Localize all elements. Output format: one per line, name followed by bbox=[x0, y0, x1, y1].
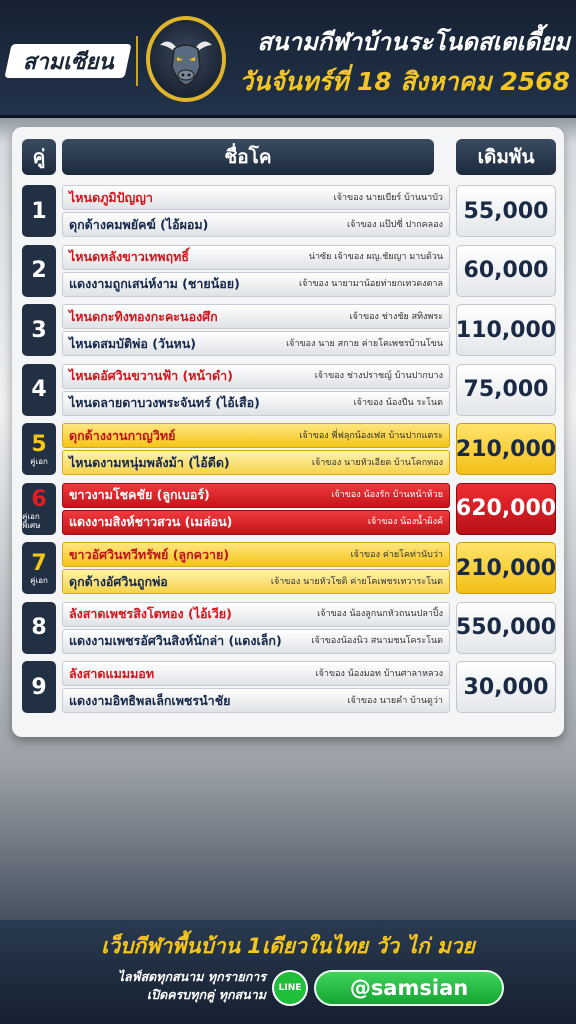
pair-rank-label: คู่เอกพิเศษ bbox=[22, 512, 41, 530]
bull-entry-bottom bbox=[62, 629, 450, 654]
owner-name: เจ้าของ นาย สกาย ค่ายโคเพชรบ้านโขน bbox=[286, 338, 443, 349]
bull-name: ไหนดงามหนุ่มพลังม้า (ไอ้ดีด) bbox=[69, 454, 230, 470]
header bbox=[0, 0, 576, 118]
pair-number-value: 7 bbox=[31, 551, 47, 576]
bull-entry-bottom bbox=[62, 569, 450, 594]
owner-name: เจ้าของ แป๊ปซี่ ปากคลอง bbox=[347, 219, 443, 230]
owner-name: เจ้าของ น้องลูกนกหัวถนนปลาปิ้ง bbox=[317, 609, 443, 619]
bull-name: ขาวอัศวินทวีทรัพย์ (ลูกควาย) bbox=[69, 546, 230, 562]
owner-name: เจ้าของน้องนิว สนามชนโคระโนด bbox=[311, 636, 443, 646]
bull-entry-bottom bbox=[62, 450, 450, 475]
bet-amount: 620,000 bbox=[456, 483, 556, 535]
bet-amount: 550,000 bbox=[456, 602, 556, 654]
bet-amount: 60,000 bbox=[456, 245, 556, 297]
owner-name: เจ้าของ น้องมอท บ้านศาลาหลวง bbox=[315, 668, 443, 679]
bull-name: ดุกด้างอัศวินถูกพ่อ bbox=[69, 573, 168, 589]
match-row bbox=[22, 423, 556, 475]
column-header-name: ชื่อโค bbox=[62, 139, 434, 175]
bull-entry-top bbox=[62, 542, 450, 567]
bull-name: ไหนดหลังขาวเทพฤทธิ์ bbox=[69, 249, 189, 264]
bull-entry-top bbox=[62, 364, 450, 389]
owner-name: เจ้าของ น้องน้ำผิงค์ bbox=[367, 517, 443, 527]
bull-name: แดงงามถูกเสน่ห์งาม (ชายน้อย) bbox=[69, 276, 240, 291]
bull-names bbox=[62, 483, 450, 535]
logo-divider bbox=[136, 36, 138, 86]
match-row bbox=[22, 483, 556, 535]
footer-slogan: เว็บกีฬาพื้นบ้าน 1เดียวในไทย วัว ไก่ มวย bbox=[101, 934, 475, 958]
pair-rank-label: คู่เอก bbox=[30, 457, 48, 466]
line-app-label: LINE bbox=[278, 983, 302, 993]
pair-number-value: 1 bbox=[31, 198, 47, 224]
brand-logo-text: สามเซียน bbox=[22, 49, 114, 75]
pair-number bbox=[22, 542, 56, 594]
pair-rank-label: คู่เอก bbox=[30, 576, 48, 585]
bull-name: แดงงามสิงห์ชาวสวน (เมล่อน) bbox=[69, 514, 233, 529]
bull-names bbox=[62, 304, 450, 356]
bull-entry-top bbox=[62, 423, 450, 448]
bull-entry-top bbox=[62, 602, 450, 627]
event-date: วันจันทร์ที่ 18 สิงหาคม 2568 bbox=[239, 67, 570, 96]
bull-entry-bottom bbox=[62, 688, 450, 713]
bull-entry-bottom bbox=[62, 391, 450, 416]
bull-entry-top bbox=[62, 245, 450, 270]
bull-names bbox=[62, 364, 450, 416]
match-row bbox=[22, 245, 556, 297]
pair-number-value: 5 bbox=[31, 432, 47, 457]
bull-entry-bottom bbox=[62, 331, 450, 356]
bull-names bbox=[62, 185, 450, 237]
line-handle-button[interactable] bbox=[314, 970, 504, 1006]
owner-name: เจ้าของ พี่ฟลุกน้องเฟส บ้านปากแตระ bbox=[299, 430, 443, 441]
pair-number bbox=[22, 423, 56, 475]
owner-name: เจ้าของ นายหัวเอียด บ้านโคกทอง bbox=[311, 457, 443, 468]
bull-name: ไหนดภูมิปัญญา bbox=[69, 189, 153, 205]
owner-name: เจ้าของ น้องรัก บ้านหน้าห้วย bbox=[331, 490, 443, 500]
bull-entry-bottom bbox=[62, 272, 450, 297]
bull-name: ดุกด้างงานกาญวิทย์ bbox=[69, 427, 176, 443]
column-header-pair: คู่ bbox=[22, 139, 56, 175]
match-row bbox=[22, 602, 556, 654]
pair-number bbox=[22, 185, 56, 237]
line-handle-text: @samsian bbox=[349, 976, 469, 1000]
footer bbox=[0, 920, 576, 1024]
owner-name: น่าซัย เจ้าของ ผญ.ชัยญา มาบด้วน bbox=[308, 252, 443, 262]
owner-name: เจ้าของ ค่ายโคท่านับว่า bbox=[350, 549, 443, 560]
pair-number bbox=[22, 602, 56, 654]
owner-name: เจ้าของ ช่างปราชญ์ บ้านปากบาง bbox=[314, 371, 443, 381]
live-info-line-2: เปิดครบทุกคู่ ทุกสนาม bbox=[146, 987, 266, 1002]
pair-number bbox=[22, 364, 56, 416]
bull-entry-top bbox=[62, 304, 450, 329]
owner-name: เจ้าของ นายามาน้อยท่ายกเทวดงตาล bbox=[299, 279, 443, 289]
bull-name: ไหนดอัศวินขวานฟ้า (หน้าดำ) bbox=[69, 368, 233, 383]
owner-name: เจ้าของ นายหัวโชติ ค่ายโคเพชรเทวาระโนด bbox=[270, 576, 443, 587]
match-row bbox=[22, 364, 556, 416]
pair-number bbox=[22, 483, 56, 535]
bull-name: ดุกด้างคมพยัคฆ์ (ไอ้ผอม) bbox=[69, 216, 209, 232]
bull-name: ไหนดสมบัติพ่อ (วันหน) bbox=[69, 335, 196, 351]
bull-name: ขาวงามโชคชัย (ลูกเบอร์) bbox=[69, 487, 210, 502]
bull-names bbox=[62, 245, 450, 297]
bet-amount: 75,000 bbox=[456, 364, 556, 416]
pair-number-value: 2 bbox=[31, 258, 47, 283]
bull-names bbox=[62, 542, 450, 594]
owner-name: เจ้าของ นายเบียร์ บ้านนาบัว bbox=[333, 192, 443, 203]
bull-mascot-icon bbox=[146, 16, 226, 102]
bet-amount: 55,000 bbox=[456, 185, 556, 237]
bet-amount: 210,000 bbox=[456, 542, 556, 594]
live-info bbox=[60, 968, 266, 1004]
bull-name: แดงงามอิทธิพลเล็กเพชรนำชัย bbox=[69, 692, 231, 708]
match-row bbox=[22, 304, 556, 356]
pair-number-value: 8 bbox=[31, 615, 47, 640]
bull-entry-bottom bbox=[62, 212, 450, 237]
column-header-bet: เดิมพัน bbox=[456, 139, 556, 175]
live-info-line-1: ไลฟ์สดทุกสนาม ทุกรายการ bbox=[117, 969, 266, 984]
bull-names bbox=[62, 423, 450, 475]
bull-name: ลังสาดเพชรสิงโตทอง (ไอ้เวีย) bbox=[69, 606, 232, 621]
pair-number-value: 4 bbox=[31, 377, 47, 402]
bull-entry-top bbox=[62, 483, 450, 508]
match-row bbox=[22, 661, 556, 713]
bet-amount: 210,000 bbox=[456, 423, 556, 475]
owner-name: เจ้าของ ช่างชัย สทิงพระ bbox=[349, 311, 443, 322]
bull-name: ลังสาดแมมมอท bbox=[69, 665, 155, 681]
bull-entry-top bbox=[62, 185, 450, 210]
pair-number bbox=[22, 245, 56, 297]
line-app-icon[interactable] bbox=[272, 970, 308, 1006]
bull-names bbox=[62, 602, 450, 654]
pair-number bbox=[22, 304, 56, 356]
bull-name: ไหนดลายดาบวงพระจันทร์ (ไอ้เสือ) bbox=[69, 395, 260, 410]
bet-amount: 110,000 bbox=[456, 304, 556, 356]
pair-number-value: 9 bbox=[31, 674, 47, 700]
venue-title: สนามกีฬาบ้านระโนดสเตเดี้ยม bbox=[257, 28, 570, 56]
pair-number bbox=[22, 661, 56, 713]
bet-amount: 30,000 bbox=[456, 661, 556, 713]
bull-entry-bottom bbox=[62, 510, 450, 535]
bull-entry-top bbox=[62, 661, 450, 686]
owner-name: เจ้าของ นายคำ บ้านดูว่า bbox=[347, 695, 443, 706]
owner-name: เจ้าของ น้องปืน ระโนด bbox=[353, 398, 443, 408]
bull-name: ไหนดกะทิงทองกะคะนองศึก bbox=[69, 308, 218, 324]
bull-names bbox=[62, 661, 450, 713]
brand-logo bbox=[4, 44, 131, 78]
match-row bbox=[22, 542, 556, 594]
pair-number-value: 6 bbox=[31, 487, 47, 512]
pair-number-value: 3 bbox=[31, 317, 47, 343]
match-row bbox=[22, 185, 556, 237]
bull-name: แดงงามเพชรอัศวินสิงห์นักล่า (แดงเล็ก) bbox=[69, 633, 282, 648]
match-board bbox=[12, 127, 564, 737]
